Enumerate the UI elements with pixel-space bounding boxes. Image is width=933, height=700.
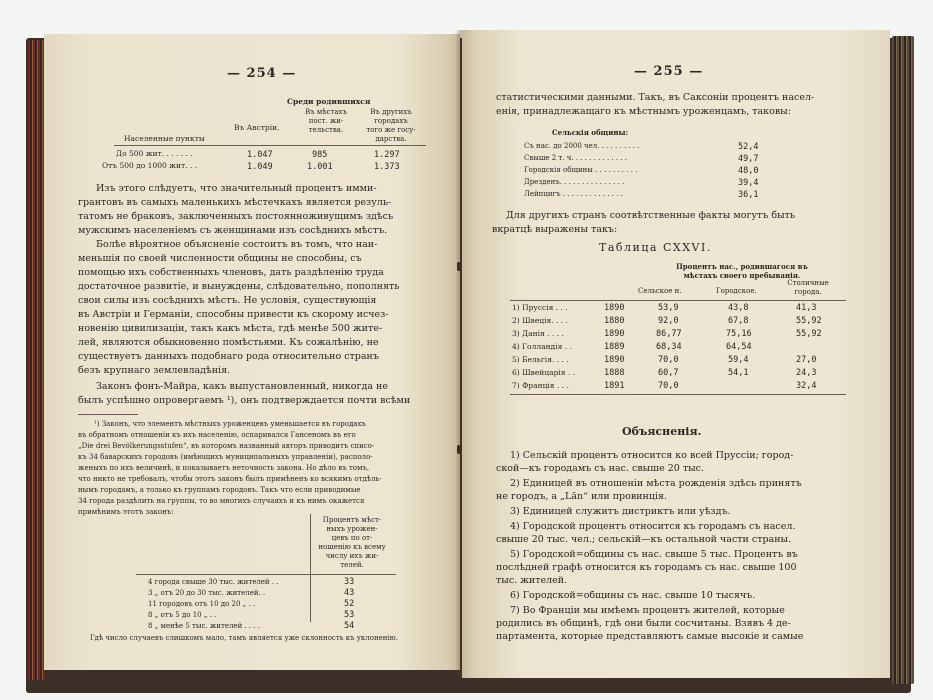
row-header: Населенные пункты	[124, 134, 205, 143]
page-number: — 255 —	[634, 64, 704, 79]
table-cell: 53,9	[658, 303, 679, 313]
table-row-label: 3) Данія . . . .	[512, 329, 564, 338]
left-page: — 254 — Среди родившихся Въ Австріи. Въ мѣстахъ пост. жи- тельства. Въ другихъ городахъ того же госу- дарства. Населенные пункты До 500 жит. . . . . . . 1.047 985 1.297 Отъ 500 до 1000 жит. . . 1.049 1.001 1.373 Изъ этого слѣдуетъ, что значительный процентъ имми- грантовъ въ самыхъ маленькихъ мѣстечкахъ является резуль- татомъ не браковъ, заключенныхъ постоянноживущимъ здѣсь мужскимъ населеніемъ съ женщинами изъ сосѣднихъ мѣстъ. Болѣе вѣроятное объясненіе состоитъ въ томъ, что наи- меньшія по своей численности общины не способны, съ помощью ихъ собственныхъ членовъ, дать раздѣленію труда достаточное развитіе, и вынуждены, слѣдовательно, пополнять свои силы изъ сосѣднихъ мѣстъ. Не условія, существующія въ Австріи и Германіи, способны привести къ скорому исчез- новенію цивилизаціи, такъ какъ мѣста, гдѣ менѣе 500 жите- лей, являются обыкновенно помѣстьями. Къ сожалѣнію, не существуетъ данныхъ подобнаго рода относительно странъ безъ крупнаго землевладѣнія. Законъ фонъ-Майра, какъ выпустановленный, никогда не былъ успѣшно опровергаемъ ¹), онъ подтверждается почти всѣми ¹) Законъ, что элементъ мѣстныхъ уроженцевъ уменьшается въ городахъ въ обратномъ отношеніи къ ихъ населенію, оспаривался Гансеномъ въ его „Die drei Bevölkerungsstufen“, въ которомъ названный авторъ приводитъ списо- къ 34 баварскихъ городовъ (имѣющихъ муниципальныхъ управленіи), располо- женыхъ по ихъ величинѣ, и показываетъ неточность закона. Но дѣло въ томъ, что никто не требовалъ, чтобы этотъ законъ былъ примѣненъ ко всякимъ отдѣль- нымъ городамъ, а только къ группамъ городовъ. Такъ что если приводимые 34 города раздѣлить на группы, то во многихъ случаяхъ и къ нимъ окажется примѣнимъ этотъ законъ: Процентъ мѣст- ныхъ урожен- цевъ по от- ношенію къ всему числу ихъ жи- телей. 4 города свыше 30 тыс. жителей . . 33 3 „ отъ 20 до 30 тыс. жителей. . 43 11 городовъ отъ 10 до 20 „ . . 52 8 „ отъ 5 до 10 „ . . 53 8 „ менѣе 5 тыс. жителей . . . . 54 Гдѣ число случаевъ слишкомъ мало, тамъ является уже склонность къ уклоненію.	[44, 34, 460, 670]
table-cell: 53	[344, 610, 355, 620]
table-cell: 1.373	[374, 162, 400, 172]
table-cell: 68,34	[656, 342, 682, 352]
table-group-header: Процентъ нас., родившагося въ мѣстахъ своего пребыванія.	[676, 262, 808, 280]
table-group-header: Среди родившихся	[287, 97, 371, 106]
table-cell: 1889	[604, 342, 625, 352]
table-cell: 43	[344, 588, 355, 598]
table-cell: 55,92	[796, 329, 822, 339]
table-row-label: 4 города свыше 30 тыс. жителей . .	[148, 578, 279, 586]
column-header: Сельское н.	[638, 287, 682, 295]
table-row-label: Дрезденъ. . . . . . . . . . . . . . .	[524, 178, 625, 186]
table-cell: 1890	[604, 355, 625, 365]
table-row-label: Городскія общины . . . . . . . . . .	[524, 166, 638, 174]
table-cell: 49,7	[738, 154, 759, 164]
table-cell: 70,0	[658, 355, 679, 365]
table-row-label: 7) Франція . . .	[512, 381, 569, 390]
table-cell: 1891	[604, 381, 625, 391]
table-cell: 54,1	[728, 368, 749, 378]
table-title: Таблица CXXVI.	[599, 241, 712, 254]
table-cell: 41,3	[796, 303, 817, 313]
column-header: Въ мѣстахъ пост. жи- тельства.	[305, 108, 347, 134]
table-cell: 67,8	[728, 316, 749, 326]
table-cell: 1890	[604, 329, 625, 339]
page-edges-right	[892, 36, 914, 684]
table-cell: 86,77	[656, 329, 682, 339]
table-cell: 92,0	[658, 316, 679, 326]
table-cell: 54	[344, 621, 355, 631]
column-header: Столичные города.	[787, 279, 829, 296]
table-row-label: До 500 жит. . . . . . .	[116, 149, 193, 158]
table-cell: 60,7	[658, 368, 679, 378]
body-text: енія, принадлежащаго къ мѣстнымъ уроженцамъ, таковы:	[496, 106, 791, 117]
body-text: Для другихъ странъ соотвѣтственные факты могутъ быть	[506, 210, 796, 221]
table-row-label: 4) Голландія . .	[512, 342, 572, 351]
column-header: Процентъ мѣст- ныхъ урожен- цевъ по от- ношенію къ всему числу ихъ жи- телей.	[318, 516, 386, 569]
table-cell: 33	[344, 577, 355, 587]
table-group-header: Сельскія общины:	[552, 128, 629, 137]
column-header: Городское.	[716, 287, 757, 295]
table-row-label: 5) Бельгія. . . .	[512, 355, 569, 364]
table-cell: 1.049	[247, 162, 273, 172]
binding-stitch	[457, 262, 461, 271]
table-cell: 1.047	[247, 150, 273, 160]
table-cell: 70,0	[658, 381, 679, 391]
table-cell: 48,0	[738, 166, 759, 176]
table-cell: 52,4	[738, 142, 759, 152]
table-cell: 59,4	[728, 355, 749, 365]
table-footnote: Гдѣ число случаевъ слишкомъ мало, тамъ является уже склонность къ уклоненію.	[90, 634, 398, 642]
table-row-label: 6) Швейцарія . .	[512, 368, 576, 377]
table-row-label: Съ нас. до 2000 чел. . . . . . . . . .	[524, 142, 640, 150]
table-cell: 24,3	[796, 368, 817, 378]
table-cell: 1880	[604, 316, 625, 326]
table-cell: 27,0	[796, 355, 817, 365]
table-cell: 32,4	[796, 381, 817, 391]
table-row-label: 3 „ отъ 20 до 30 тыс. жителей. .	[148, 589, 266, 597]
table-cell: 36,1	[738, 190, 759, 200]
table-cell: 75,16	[726, 329, 752, 339]
table-row-label: 2) Швеція. . . .	[512, 316, 568, 325]
table-row-label: 1) Пруссія . . .	[512, 303, 568, 312]
table-row-label: Свыше 2 т. ч. . . . . . . . . . . . .	[524, 154, 628, 162]
table-row-label: 8 „ менѣе 5 тыс. жителей . . . .	[148, 622, 261, 630]
table-cell: 1888	[604, 368, 625, 378]
table-cell: 1.001	[307, 162, 333, 172]
column-header: Въ другихъ городахъ того же госу- дарства.	[366, 108, 416, 143]
table-cell: 43,8	[728, 303, 749, 313]
column-header: Въ Австріи.	[234, 123, 280, 132]
table-row-label: 11 городовъ отъ 10 до 20 „ . .	[148, 600, 256, 608]
table-cell: 1.297	[374, 150, 400, 160]
section-title: Объясненія.	[622, 425, 702, 438]
table-cell: 52	[344, 599, 355, 609]
table-row-label: 8 „ отъ 5 до 10 „ . .	[148, 611, 217, 619]
table-cell: 1890	[604, 303, 625, 313]
right-page: — 255 — статистическими данными. Такъ, въ Саксоніи процентъ насел- енія, принадлежащаго къ мѣстнымъ уроженцамъ, таковы: Сельскія общины: Съ нас. до 2000 чел. . . . . . . . . . 52,4 Свыше 2 т. ч. . . . . . . . . . . . . 49,7 Городскія общины . . . . . . . . . . 48,0 Дрезденъ. . . . . . . . . . . . . . . 39,4 Лейпцигъ . . . . . . . . . . . . . . 36,1 Для другихъ странъ соотвѣтственные факты могутъ быть вкратцѣ выражены такъ: Таблица CXXVI. Процентъ нас., родившагося въ мѣстахъ своего пребыванія. Сельское н. Городское. Столичные города. 1) Пруссія . . . 1890 53,9 43,8 41,3 2) Швеція. . . . 1880 92,0 67,8 55,92 3) Данія . . . . 1890 86,77 75,16 55,92 4) Голландія . . 1889 68,34 64,54 5) Бельгія. . . . 1890 70,0 59,4 27,0 6) Швейцарія . . 1888 60,7 54,1 24,3 7) Франція . . . 1891 70,0 32,4 Объясненія. 1) Сельскій процентъ относится ко всей Пруссіи; город- ской—къ городамъ съ нас. свыше 20 тыс. 2) Единицей въ отношеніи мѣста рожденія здѣсь принятъ не городъ, а „Län“ или провинція. 3) Единицей служитъ дистриктъ или уѣздъ. 4) Городской процентъ относится къ городамъ съ насел. свыше 20 тыс. чел.; сельскій—къ остальной части страны. 5) Городской=общины съ нас. свыше 5 тыс. Процентъ въ послѣдней графѣ относится къ городамъ съ нас. свыше 100 тыс. жителей. 6) Городской=общины съ нас. свыше 10 тысячъ. 7) Во Франціи мы имѣемъ процентъ жителей, которые родились въ общинѣ, гдѣ они были сосчитаны. Взявъ 4 де- партамента, которые представляютъ самые высокіе и самые	[462, 30, 890, 678]
body-text: вкратцѣ выражены такъ:	[492, 224, 618, 235]
table-cell: 64,54	[726, 342, 752, 352]
table-cell: 985	[312, 150, 328, 160]
table-row-label: Отъ 500 до 1000 жит. . .	[102, 161, 198, 170]
table-cell: 55,92	[796, 316, 822, 326]
binding-stitch	[457, 445, 461, 454]
body-text: статистическими данными. Такъ, въ Саксоніи процентъ насел-	[496, 92, 815, 103]
table-row-label: Лейпцигъ . . . . . . . . . . . . . .	[524, 190, 623, 198]
page-number: — 254 —	[227, 66, 297, 81]
table-cell: 39,4	[738, 178, 759, 188]
